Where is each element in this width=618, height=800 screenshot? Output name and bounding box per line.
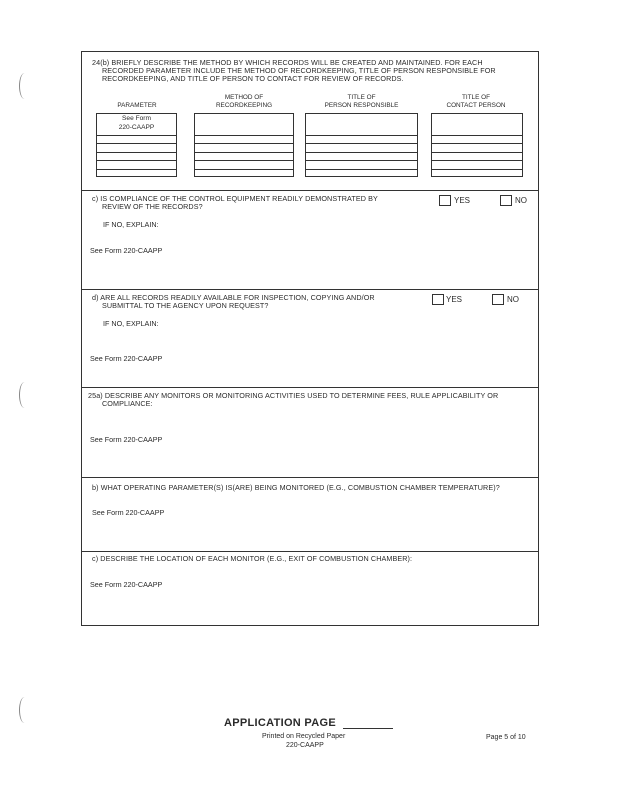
q24b-line3: RECORDKEEPING, AND TITLE OF PERSON TO CONTACT FOR REVIEW OF RECORDS. — [102, 74, 404, 83]
q24b-line2: RECORDED PARAMETER INCLUDE THE METHOD OF RECORDKEEPING, TITLE OF PERSON RESPONSIBLE FOR — [102, 66, 496, 75]
qb-answer[interactable]: See Form 220-CAAPP — [92, 508, 165, 517]
qd-no-label: NO — [507, 295, 519, 304]
qc2-line1: c) DESCRIBE THE LOCATION OF EACH MONITOR (E.G., EXIT OF COMBUSTION CHAMBER): — [92, 554, 413, 563]
qd-yes-checkbox[interactable] — [432, 294, 444, 305]
qc-no-label: NO — [515, 196, 527, 205]
qd-answer[interactable]: See Form 220-CAAPP — [90, 354, 163, 363]
param-entry-line1: See Form — [122, 115, 151, 122]
grid-parameter[interactable] — [96, 113, 177, 177]
q25a-answer[interactable]: See Form 220-CAAPP — [90, 435, 163, 444]
punch-hole-bottom — [19, 697, 30, 723]
col-header-contact: TITLE OF CONTACT PERSON — [446, 94, 506, 109]
qc-yes-checkbox[interactable] — [439, 195, 451, 206]
section-24b — [82, 52, 538, 191]
qc-explain-label: IF NO, EXPLAIN: — [103, 220, 159, 229]
qc-no-checkbox[interactable] — [500, 195, 512, 206]
q25a-line1: 25a) DESCRIBE ANY MONITORS OR MONITORING ACTIVITIES USED TO DETERMINE FEES, RULE APPLICABILITY OR — [88, 391, 499, 400]
grid-contact[interactable] — [431, 113, 523, 177]
qc-answer[interactable]: See Form 220-CAAPP — [90, 246, 163, 255]
recycled-paper-note: Printed on Recycled Paper — [262, 733, 346, 740]
qc-line1: c) IS COMPLIANCE OF THE CONTROL EQUIPMENT READILY DEMONSTRATED BY — [92, 194, 378, 203]
form-table — [81, 51, 539, 626]
qc2-answer[interactable]: See Form 220-CAAPP — [90, 580, 163, 589]
punch-hole-middle — [19, 382, 30, 408]
application-page-title: APPLICATION PAGE — [224, 717, 336, 729]
qd-line2: SUBMITTAL TO THE AGENCY UPON REQUEST? — [102, 301, 269, 310]
form-number: 220-CAAPP — [286, 742, 324, 749]
col-header-responsible: TITLE OF PERSON RESPONSIBLE — [324, 94, 399, 109]
section-c-compliance — [82, 191, 538, 290]
punch-hole-top — [19, 73, 30, 99]
param-entry-line2: 220-CAAPP — [118, 124, 155, 131]
col-header-method: METHOD OF RECORDKEEPING — [215, 94, 273, 109]
qc-yes-label: YES — [454, 196, 471, 205]
qd-yes-label: YES — [446, 295, 463, 304]
page-number-line — [343, 728, 393, 729]
grid-responsible[interactable] — [305, 113, 418, 177]
section-d-records-available — [82, 290, 538, 388]
grid-method[interactable] — [194, 113, 294, 177]
section-25a-monitors — [82, 388, 538, 478]
col-header-parameter: PARAMETER — [117, 102, 157, 109]
qc-line2: REVIEW OF THE RECORDS? — [102, 202, 203, 211]
section-b-parameters — [82, 478, 538, 552]
section-c-monitor-location — [82, 552, 538, 627]
qd-no-checkbox[interactable] — [492, 294, 504, 305]
q25a-line2: COMPLIANCE: — [102, 399, 153, 408]
qd-explain-label: IF NO, EXPLAIN: — [103, 319, 159, 328]
qb-line1: b) WHAT OPERATING PARAMETER(S) IS(ARE) BEING MONITORED (E.G., COMBUSTION CHAMBER TEMPERATURE)? — [92, 483, 500, 492]
q24b-line1: 24(b) BRIEFLY DESCRIBE THE METHOD BY WHICH RECORDS WILL BE CREATED AND MAINTAINED. FOR EACH — [92, 58, 483, 67]
qd-line1: d) ARE ALL RECORDS READILY AVAILABLE FOR INSPECTION, COPYING AND/OR — [92, 293, 375, 302]
page-count: Page 5 of 10 — [486, 734, 526, 741]
